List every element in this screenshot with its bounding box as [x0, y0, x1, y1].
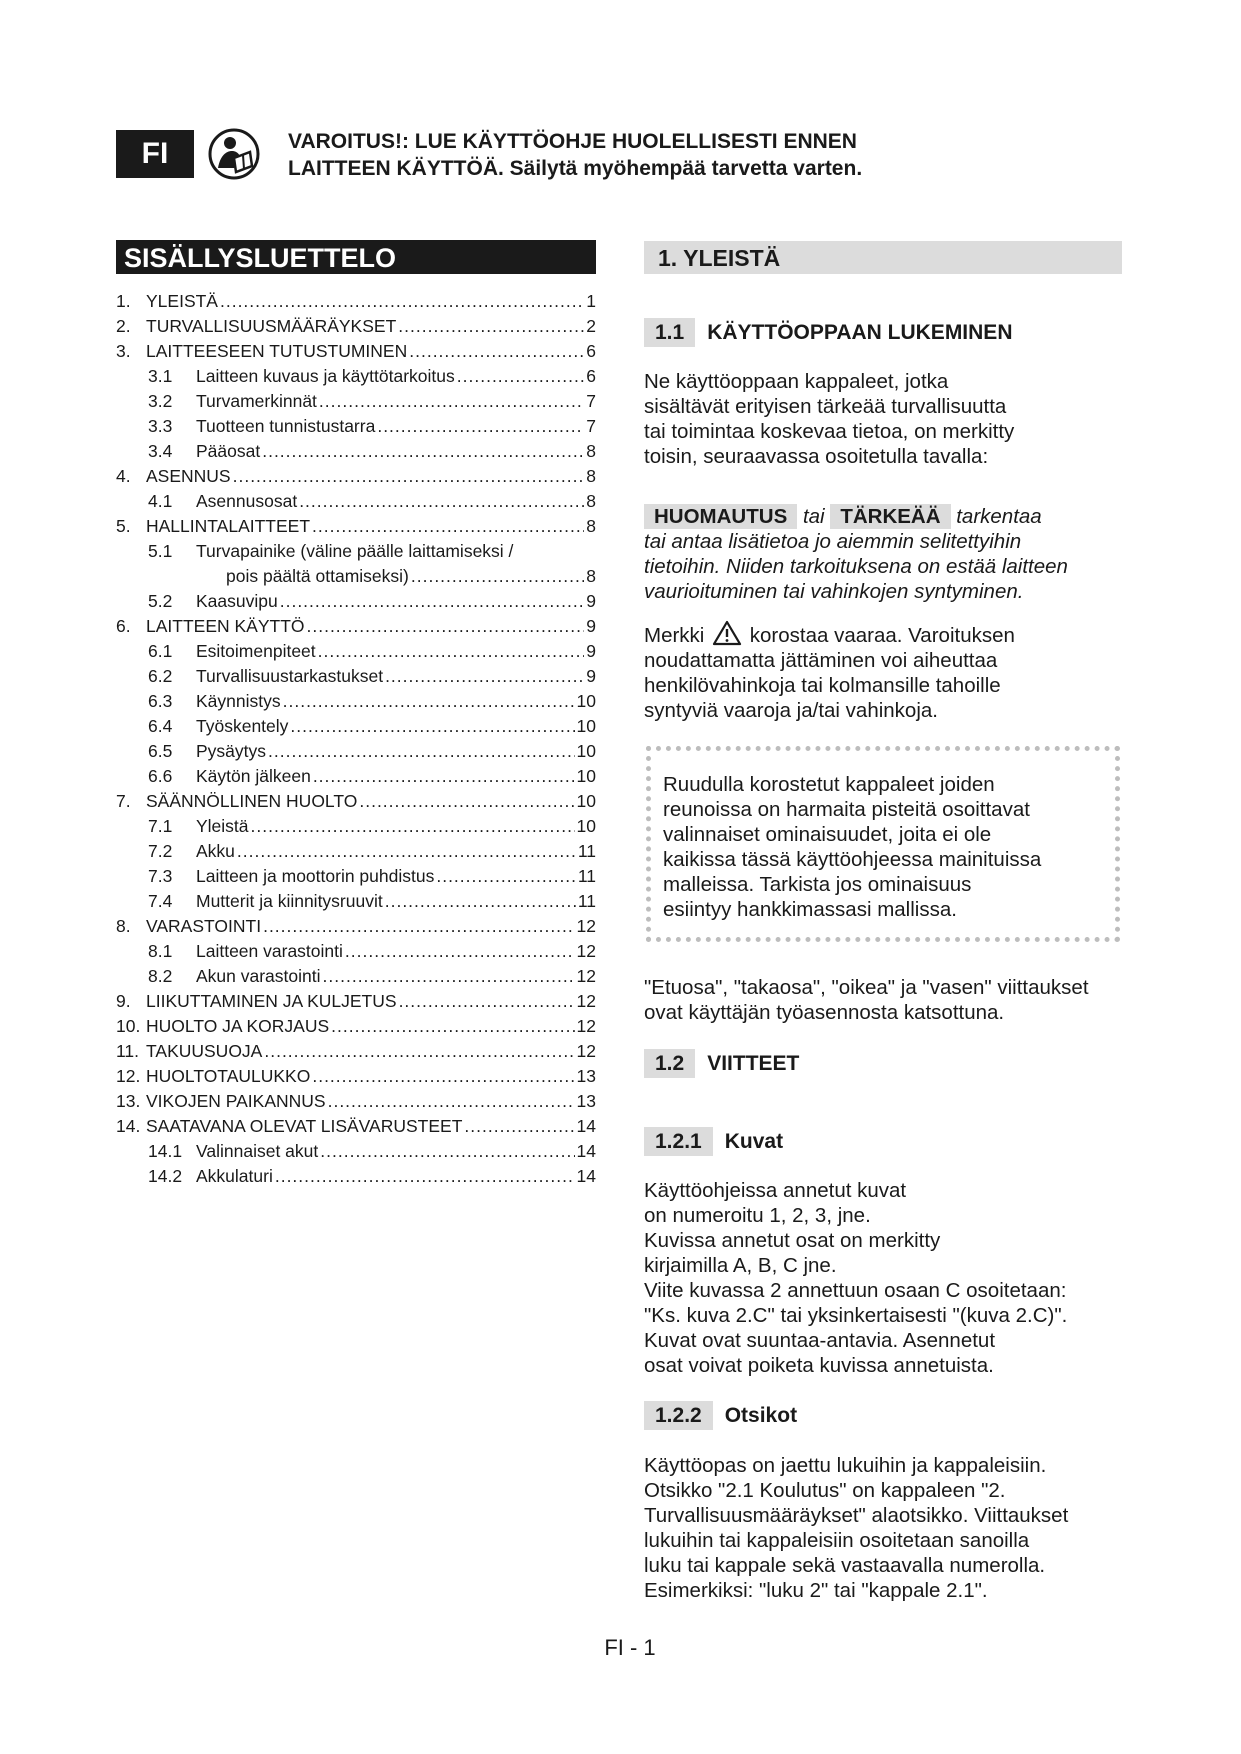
text-line: sisältävät erityisen tärkeää turvallisuutta — [644, 395, 1007, 418]
text-line: vaurioituminen tai vahinkojen syntyminen. — [644, 580, 1024, 603]
toc-entry-page: 1 — [586, 291, 596, 311]
toc-entry — [116, 1064, 596, 1089]
toc-entry-page: 10 — [576, 691, 596, 711]
section-1-1-heading — [644, 318, 1012, 347]
text-line: ovat käyttäjän työasennosta katsottuna. — [644, 1001, 1005, 1024]
toc-entry-number: 13. — [116, 1091, 141, 1111]
text-line: noudattamatta jättäminen voi aiheuttaa — [644, 649, 998, 672]
toc-entry-title: HALLINTALAITTEET — [146, 516, 311, 536]
toc-entry-title: TAKUUSUOJA — [146, 1041, 263, 1061]
toc-entry-title: VIKOJEN PAIKANNUS — [146, 1091, 326, 1111]
toc-leader-dots — [436, 864, 575, 889]
section-1-2-1-heading — [644, 1127, 783, 1156]
table-of-contents — [116, 289, 596, 1189]
toc-entry-page: 8 — [586, 491, 596, 511]
toc-entry — [116, 1164, 596, 1189]
language-badge: FI — [116, 130, 194, 178]
toc-entry-number: 10. — [116, 1016, 141, 1036]
toc-entry — [116, 739, 596, 764]
warning-line-1: VAROITUS!: LUE KÄYTTÖOHJE HUOLELLISESTI ENNEN — [288, 130, 857, 153]
toc-entry-number: 3.3 — [148, 416, 173, 436]
text-line: Käyttöopas on jaettu lukuihin ja kappaleisiin. — [644, 1454, 1047, 1477]
toc-leader-dots — [328, 1089, 575, 1114]
headings-paragraph — [644, 1453, 1164, 1603]
warning-symbol-paragraph — [644, 620, 1144, 723]
toc-entry-number: 4.1 — [148, 491, 173, 511]
text-line: Viite kuvassa 2 annettuun osaan C osoitetaan: — [644, 1279, 1067, 1302]
toc-entry — [116, 1114, 596, 1139]
text-line: reunoissa on harmaita pisteitä osoittavat — [663, 798, 1030, 821]
toc-entry-page: 8 — [586, 516, 596, 536]
toc-entry — [116, 814, 596, 839]
text-line: "Etuosa", "takaosa", "oikea" ja "vasen" viittaukset — [644, 976, 1089, 999]
section-number: 1.2.1 — [644, 1127, 713, 1156]
text-line: Turvallisuusmääräykset" alaotsikko. Viittaukset — [644, 1504, 1069, 1527]
toc-entry-page: 10 — [576, 766, 596, 786]
toc-entry-number: 14.2 — [148, 1166, 183, 1186]
text-line: osat voivat poiketa kuvissa annetuista. — [644, 1354, 994, 1377]
text-line: syntyviä vaaroja ja/tai vahinkoja. — [644, 699, 938, 722]
toc-entry — [116, 664, 596, 689]
tag-after-text: tarkentaa — [956, 505, 1042, 528]
toc-entry-number: 12. — [116, 1066, 141, 1086]
toc-entry-title: SÄÄNNÖLLINEN HUOLTO — [146, 791, 358, 811]
toc-entry — [116, 539, 596, 564]
toc-entry — [116, 839, 596, 864]
toc-entry-number: 1. — [116, 291, 131, 311]
toc-entry-number: 7.4 — [148, 891, 173, 911]
note-tags-paragraph — [644, 504, 1164, 604]
tag-separator: tai — [802, 505, 825, 528]
toc-entry — [116, 639, 596, 664]
tag-huomautus: HUOMAUTUS — [644, 504, 797, 529]
text-line: malleissa. Tarkista jos ominaisuus — [663, 873, 972, 896]
toc-leader-dots — [280, 589, 585, 614]
toc-leader-dots — [331, 1014, 574, 1039]
toc-entry — [116, 1014, 596, 1039]
toc-entry-number: 8. — [116, 916, 131, 936]
toc-entry-title: Pysäytys — [196, 741, 267, 761]
toc-entry-page: 6 — [586, 366, 596, 386]
toc-title: SISÄLLYSLUETTELO — [116, 240, 596, 274]
text-line: Käyttöohjeissa annetut kuvat — [644, 1179, 907, 1202]
toc-entry — [116, 564, 596, 589]
text-line: esiintyy hankkimassasi mallissa. — [663, 898, 957, 921]
toc-entry — [116, 914, 596, 939]
toc-entry — [116, 364, 596, 389]
toc-entry-title: Mutterit ja kiinnitysruuvit — [196, 891, 383, 911]
toc-leader-dots — [345, 939, 575, 964]
toc-entry-title: pois päältä ottamiseksi) — [226, 566, 409, 586]
toc-entry-number: 3. — [116, 341, 131, 361]
toc-leader-dots — [283, 689, 575, 714]
toc-entry-number: 4. — [116, 466, 131, 486]
toc-entry-page: 9 — [586, 591, 596, 611]
toc-entry-page: 10 — [576, 791, 596, 811]
section-1-2-2-heading — [644, 1401, 797, 1430]
toc-entry — [116, 789, 596, 814]
toc-entry-number: 7.1 — [148, 816, 173, 836]
text-line: lukuihin tai kappaleisiin osoitetaan sanoilla — [644, 1529, 1030, 1552]
toc-leader-dots — [399, 989, 575, 1014]
section-title: VIITTEET — [707, 1051, 800, 1075]
toc-entry-number: 11. — [116, 1041, 140, 1061]
toc-entry-title: Akun varastointi — [196, 966, 321, 986]
section-number: 1.1 — [644, 318, 695, 347]
toc-entry-number: 6. — [116, 616, 131, 636]
toc-entry — [116, 589, 596, 614]
toc-entry-title: Yleistä — [196, 816, 249, 836]
toc-leader-dots — [464, 1114, 574, 1139]
toc-entry-page: 8 — [586, 566, 596, 586]
toc-entry-number: 5.1 — [148, 541, 173, 561]
toc-entry — [116, 1089, 596, 1114]
intro-paragraph — [644, 369, 1144, 469]
toc-entry-page: 10 — [576, 741, 596, 761]
toc-entry — [116, 714, 596, 739]
toc-entry — [116, 939, 596, 964]
toc-leader-dots — [263, 914, 574, 939]
toc-leader-dots — [385, 664, 584, 689]
toc-entry-page: 9 — [586, 666, 596, 686]
toc-entry-page: 11 — [577, 841, 596, 861]
toc-entry — [116, 614, 596, 639]
text-line: Ne käyttöoppaan kappaleet, jotka — [644, 370, 949, 393]
toc-leader-dots — [264, 1039, 574, 1064]
header-warning — [288, 128, 988, 182]
toc-entry-title: ASENNUS — [146, 466, 231, 486]
toc-entry-title: Työskentely — [196, 716, 289, 736]
toc-entry-number: 2. — [116, 316, 131, 336]
toc-entry-title: Asennusosat — [196, 491, 298, 511]
warning-line-2: LAITTEEN KÄYTTÖÄ. Säilytä myöhempää tarvetta varten. — [288, 157, 863, 180]
toc-entry-title: Tuotteen tunnistustarra — [196, 416, 376, 436]
toc-entry-number: 8.1 — [148, 941, 173, 961]
toc-entry — [116, 464, 596, 489]
toc-leader-dots — [299, 489, 584, 514]
toc-leader-dots — [320, 1139, 574, 1164]
toc-entry — [116, 989, 596, 1014]
toc-entry-page: 12 — [576, 916, 596, 936]
toc-entry-page: 13 — [576, 1091, 596, 1111]
text-line: Kuvissa annetut osat on merkitty — [644, 1229, 941, 1252]
warn-before-text: Merkki — [644, 624, 705, 647]
toc-leader-dots — [398, 314, 584, 339]
toc-entry-page: 12 — [576, 1016, 596, 1036]
toc-entry — [116, 389, 596, 414]
toc-entry — [116, 339, 596, 364]
toc-entry-page: 7 — [586, 391, 596, 411]
toc-entry — [116, 764, 596, 789]
tag-tarkeaa: TÄRKEÄÄ — [830, 504, 950, 529]
toc-entry-page: 12 — [576, 991, 596, 1011]
text-line: Kuvat ovat suuntaa-antavia. Asennetut — [644, 1329, 996, 1352]
toc-leader-dots — [312, 1064, 574, 1089]
toc-entry — [116, 414, 596, 439]
text-line: Ruudulla korostetut kappaleet joiden — [663, 773, 995, 796]
toc-entry-number: 14. — [116, 1116, 141, 1136]
toc-entry-title: VARASTOINTI — [146, 916, 262, 936]
toc-entry — [116, 289, 596, 314]
toc-entry — [116, 514, 596, 539]
text-line: tai antaa lisätietoa jo aiemmin selitettyihin — [644, 530, 1022, 553]
toc-entry-title: Turvapainike (väline päälle laittamiseksi / — [196, 541, 514, 561]
toc-leader-dots — [385, 889, 576, 914]
toc-entry-title: YLEISTÄ — [146, 291, 218, 311]
text-line: Otsikko "2.1 Koulutus" on kappaleen "2. — [644, 1479, 1006, 1502]
toc-leader-dots — [377, 414, 584, 439]
section-1-2-heading — [644, 1049, 799, 1078]
toc-entry-title: SAATAVANA OLEVAT LISÄVARUSTEET — [146, 1116, 463, 1136]
toc-leader-dots — [313, 764, 575, 789]
toc-entry-number: 3.2 — [148, 391, 173, 411]
toc-entry — [116, 489, 596, 514]
toc-leader-dots — [262, 439, 584, 464]
optional-features-box — [646, 746, 1120, 942]
toc-leader-dots — [318, 639, 585, 664]
toc-entry-page: 9 — [586, 641, 596, 661]
toc-entry-number: 3.4 — [148, 441, 173, 461]
toc-leader-dots — [307, 614, 585, 639]
toc-entry — [116, 864, 596, 889]
toc-entry-title: Laitteen kuvaus ja käyttötarkoitus — [196, 366, 455, 386]
text-line: kirjaimilla A, B, C jne. — [644, 1254, 837, 1277]
toc-entry-title: Valinnaiset akut — [196, 1141, 319, 1161]
toc-entry-title: TURVALLISUUSMÄÄRÄYKSET — [146, 316, 397, 336]
section-title: KÄYTTÖOPPAAN LUKEMINEN — [707, 320, 1013, 344]
toc-entry-page: 2 — [586, 316, 596, 336]
toc-entry-title: Turvamerkinnät — [196, 391, 317, 411]
warning-triangle-icon — [712, 620, 742, 646]
toc-entry-title: Käynnistys — [196, 691, 281, 711]
toc-entry-number: 14.1 — [148, 1141, 183, 1161]
text-line: tietoihin. Niiden tarkoituksena on estää laitteen — [644, 555, 1068, 578]
section-number: 1.2.2 — [644, 1401, 713, 1430]
toc-entry-page: 11 — [577, 866, 596, 886]
toc-entry-number: 5. — [116, 516, 131, 536]
text-line: Esimerkiksi: "luku 2" tai "kappale 2.1". — [644, 1579, 988, 1602]
toc-leader-dots — [409, 339, 584, 364]
direction-paragraph — [644, 975, 1164, 1025]
toc-leader-dots — [237, 839, 576, 864]
toc-leader-dots — [457, 364, 585, 389]
toc-leader-dots — [290, 714, 574, 739]
section-title: Otsikot — [724, 1403, 798, 1427]
toc-entry-page: 8 — [586, 466, 596, 486]
toc-leader-dots — [411, 564, 584, 589]
text-line: henkilövahinkoja tai kolmansille tahoille — [644, 674, 1001, 697]
toc-leader-dots — [251, 814, 575, 839]
toc-entry-page: 10 — [576, 816, 596, 836]
toc-entry-title: Kaasuvipu — [196, 591, 278, 611]
figures-paragraph — [644, 1178, 1164, 1378]
section-title: Kuvat — [724, 1129, 784, 1153]
toc-entry-number: 8.2 — [148, 966, 173, 986]
warn-after-text: korostaa vaaraa. Varoituksen — [749, 624, 1015, 647]
read-manual-icon — [208, 128, 260, 180]
toc-entry-number: 6.1 — [148, 641, 173, 661]
text-line: tai toimintaa koskevaa tietoa, on merkitty — [644, 420, 1015, 443]
toc-entry-page: 10 — [576, 716, 596, 736]
toc-entry-page: 14 — [576, 1141, 596, 1161]
toc-entry — [116, 314, 596, 339]
toc-leader-dots — [323, 964, 575, 989]
toc-entry-number: 5.2 — [148, 591, 173, 611]
toc-entry-title: Pääosat — [196, 441, 261, 461]
toc-leader-dots — [312, 514, 584, 539]
toc-entry-title: LIIKUTTAMINEN JA KULJETUS — [146, 991, 397, 1011]
toc-entry-page: 14 — [576, 1116, 596, 1136]
toc-entry-page: 12 — [576, 941, 596, 961]
page-number: FI - 1 — [604, 1635, 656, 1660]
toc-entry-page: 12 — [576, 1041, 596, 1061]
toc-entry-number: 6.5 — [148, 741, 173, 761]
toc-entry-page: 11 — [577, 891, 596, 911]
toc-entry-title: LAITTEEN KÄYTTÖ — [146, 616, 305, 636]
toc-entry-page: 14 — [576, 1166, 596, 1186]
toc-entry-title: Käytön jälkeen — [196, 766, 311, 786]
text-line: on numeroitu 1, 2, 3, jne. — [644, 1204, 871, 1227]
toc-entry-title: Akkulaturi — [196, 1166, 273, 1186]
toc-entry-number: 7.2 — [148, 841, 173, 861]
toc-leader-dots — [359, 789, 574, 814]
toc-entry-title: HUOLTOTAULUKKO — [146, 1066, 311, 1086]
toc-leader-dots — [319, 389, 584, 414]
section-number: 1.2 — [644, 1049, 695, 1078]
toc-entry-title: Laitteen varastointi — [196, 941, 343, 961]
toc-entry — [116, 1139, 596, 1164]
toc-leader-dots — [275, 1164, 575, 1189]
toc-entry-number: 7. — [116, 791, 131, 811]
toc-entry-page: 6 — [586, 341, 596, 361]
toc-leader-dots — [268, 739, 575, 764]
toc-entry-number: 3.1 — [148, 366, 173, 386]
toc-entry-title: Turvallisuustarkastukset — [196, 666, 384, 686]
toc-entry-page: 8 — [586, 441, 596, 461]
toc-entry-number: 6.2 — [148, 666, 173, 686]
text-line: toisin, seuraavassa osoitetulla tavalla: — [644, 445, 989, 468]
text-line: "Ks. kuva 2.C" tai yksinkertaisesti "(kuva 2.C)". — [644, 1304, 1068, 1327]
toc-entry-title: LAITTEESEEN TUTUSTUMINEN — [146, 341, 408, 361]
text-line: luku tai kappale sekä vastaavalla numerolla. — [644, 1554, 1046, 1577]
toc-entry-page: 7 — [586, 416, 596, 436]
text-line: valinnaiset ominaisuudet, joita ei ole — [663, 823, 992, 846]
toc-entry-number: 6.4 — [148, 716, 173, 736]
toc-entry-page: 13 — [576, 1066, 596, 1086]
toc-leader-dots — [220, 289, 584, 314]
toc-entry-page: 9 — [586, 616, 596, 636]
toc-entry-number: 6.6 — [148, 766, 173, 786]
section-1-title: 1. YLEISTÄ — [644, 241, 1122, 274]
toc-entry-title: HUOLTO JA KORJAUS — [146, 1016, 330, 1036]
toc-entry — [116, 439, 596, 464]
toc-entry-title: Akku — [196, 841, 235, 861]
toc-entry-title: Laitteen ja moottorin puhdistus — [196, 866, 435, 886]
toc-entry — [116, 964, 596, 989]
toc-entry — [116, 1039, 596, 1064]
toc-leader-dots — [233, 464, 585, 489]
toc-entry-title: Esitoimenpiteet — [196, 641, 316, 661]
toc-entry-number: 7.3 — [148, 866, 173, 886]
toc-entry-number: 6.3 — [148, 691, 173, 711]
toc-entry — [116, 889, 596, 914]
toc-entry — [116, 689, 596, 714]
text-line: kaikissa tässä käyttöohjeessa mainituissa — [663, 848, 1042, 871]
toc-entry-number: 9. — [116, 991, 131, 1011]
toc-entry-page: 12 — [576, 966, 596, 986]
